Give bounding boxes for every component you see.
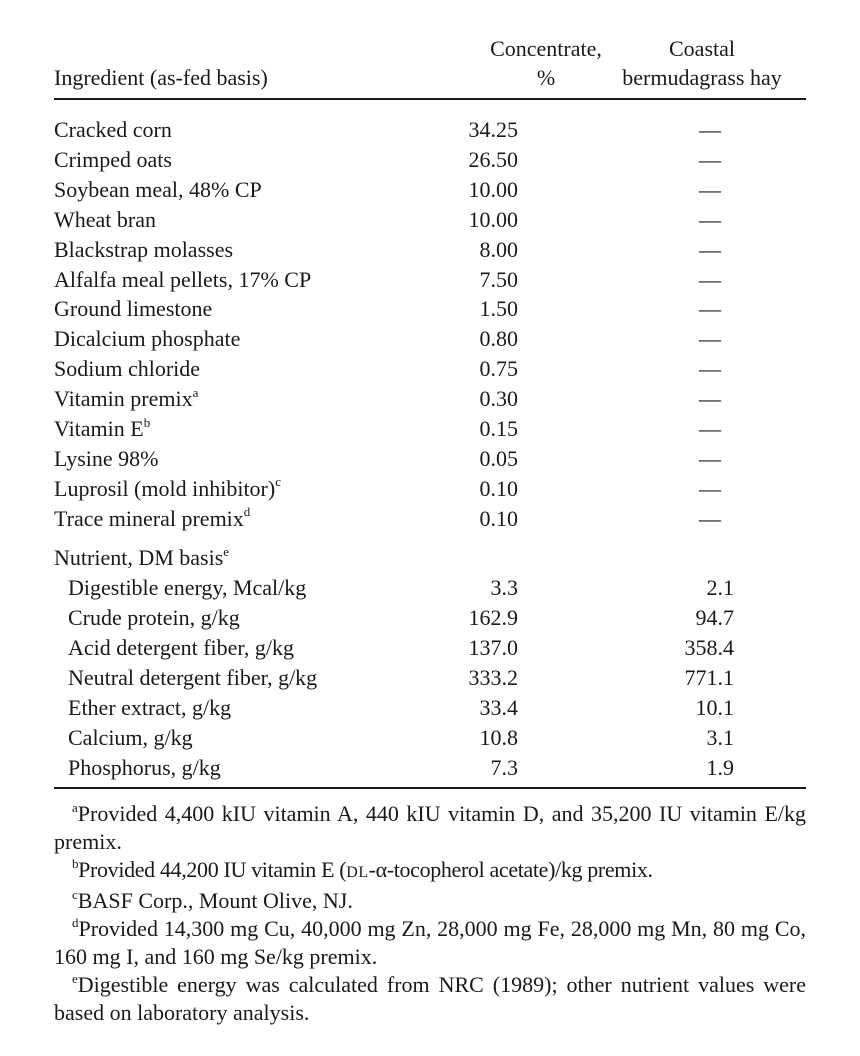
nutrient-label: Digestible energy, Mcal/kg	[68, 575, 307, 600]
concentrate-value: 26.50	[468, 146, 518, 172]
concentrate-value: 0.05	[479, 445, 518, 471]
hay-value: 3.1	[706, 725, 734, 750]
hay-value: 771.1	[684, 665, 734, 690]
nutrient-label: Phosphorus, g/kg	[68, 755, 221, 780]
nutrient-label: Crude protein, g/kg	[68, 605, 240, 630]
concentrate-value: 0.75	[479, 356, 518, 382]
nutrient-label: Neutral detergent fiber, g/kg	[68, 665, 318, 690]
ingredient-label: Sodium chloride	[54, 356, 201, 382]
nutrient-row	[54, 753, 806, 783]
ingredient-label: Alfalfa meal pellets, 17% CP	[54, 266, 312, 292]
ingredient-label: Vitamin premix	[54, 386, 193, 412]
nutrient-row	[54, 573, 806, 603]
footnote-mark: a	[192, 384, 199, 400]
ingredient-label: Cracked corn	[54, 117, 172, 142]
ingredient-label: Dicalcium phosphate	[54, 326, 241, 352]
nutrient-row	[54, 723, 806, 753]
footnote-a: $^a$Provided 4,400 kIU vitamin A, 440 kIU vitamin D, and 35,200 IU vitamin E/kg premix.	[54, 799, 806, 854]
nutrient-row	[54, 633, 806, 663]
hay-value: 358.4	[684, 635, 734, 660]
ingredient-row	[54, 175, 806, 205]
hay-value: —	[699, 416, 721, 441]
ingredient-label: Ground limestone	[54, 296, 213, 322]
ingredient-label: Luprosil (mold inhibitor)	[54, 475, 276, 501]
header-hay	[598, 34, 806, 92]
concentrate-value: 34.25	[468, 117, 518, 142]
hay-value: 1.9	[706, 755, 734, 780]
bottom-rule	[54, 787, 806, 789]
header-ingredient: Ingredient (as-fed basis)	[54, 65, 268, 90]
concentrate-value: 162.9	[468, 605, 518, 630]
ingredient-row	[54, 235, 806, 265]
concentrate-value: 10.00	[468, 206, 518, 232]
concentrate-value: 137.0	[468, 635, 518, 660]
ingredient-row	[54, 444, 806, 474]
concentrate-value: 0.30	[479, 386, 518, 412]
hay-value: —	[699, 445, 721, 471]
nutrient-row	[54, 663, 806, 693]
ingredient-label: Crimped oats	[54, 146, 172, 172]
hay-value: —	[699, 296, 721, 322]
header-rule	[54, 98, 806, 100]
nutrient-label: Acid detergent fiber, g/kg	[68, 635, 294, 660]
concentrate-value: 0.80	[479, 326, 518, 352]
concentrate-value: 0.10	[479, 475, 518, 501]
ingredient-row	[54, 354, 806, 384]
hay-value: —	[699, 146, 721, 172]
footnote-b: $^b$Provided 44,200 IU vitamin E (DL-α-tocopherol acetate)/kg premix.	[72, 855, 653, 882]
footnote-d: $^d$Provided 14,300 mg Cu, 40,000 mg Zn, 28,000 mg Fe, 28,000 mg Mn, 80 mg Co, 160 mg I, and 160 mg Se/kg premix.	[54, 914, 806, 969]
ingredient-row	[54, 324, 806, 354]
footnote-mark: b	[143, 414, 151, 430]
concentrate-value: 8.00	[479, 236, 518, 262]
hay-value: 10.1	[695, 695, 734, 720]
ingredient-row	[54, 205, 806, 235]
ingredient-row	[54, 414, 806, 444]
concentrate-value: 0.10	[479, 505, 518, 531]
hay-value: —	[699, 475, 721, 501]
nutrient-section-header	[54, 543, 806, 573]
hay-value: —	[699, 386, 721, 412]
concentrate-value: 7.50	[479, 266, 518, 292]
ingredient-label: Trace mineral premix	[54, 505, 244, 531]
ingredient-row	[54, 384, 806, 414]
ingredient-label: Lysine 98%	[54, 445, 159, 471]
footnote-mark: d	[243, 504, 251, 520]
concentrate-value: 33.4	[479, 695, 518, 720]
ingredient-label: Wheat bran	[54, 206, 156, 232]
header-concentrate-line2: %	[536, 65, 556, 90]
hay-value: —	[699, 206, 721, 232]
ingredient-label: Blackstrap molasses	[54, 236, 234, 262]
hay-value: —	[699, 117, 721, 142]
footnote-e: $^e$Digestible energy was calculated from NRC (1989); other nutrient values were based on laboratory analysis.	[54, 970, 806, 1025]
ingredient-row	[54, 294, 806, 324]
header-hay-line1: Coastal	[669, 36, 735, 61]
concentrate-value: 333.2	[468, 665, 518, 690]
ingredient-label: Vitamin E	[54, 416, 144, 441]
hay-value: —	[699, 176, 721, 202]
hay-value: —	[699, 326, 721, 352]
table-header	[54, 34, 806, 96]
concentrate-value: 7.3	[490, 755, 518, 780]
footnote-mark: c	[275, 474, 281, 490]
hay-value: —	[699, 505, 721, 531]
hay-value: —	[699, 356, 721, 382]
footnote-mark: e	[223, 543, 230, 559]
ingredient-row	[54, 115, 806, 145]
nutrient-row	[54, 603, 806, 633]
ingredient-row	[54, 504, 806, 534]
footnotes	[54, 800, 806, 1027]
hay-value: —	[699, 266, 721, 292]
header-hay-line2: bermudagrass hay	[622, 65, 782, 90]
hay-value: —	[699, 236, 721, 262]
concentrate-value: 3.3	[490, 575, 518, 600]
ingredient-row	[54, 265, 806, 295]
ingredient-label: Soybean meal, 48% CP	[54, 176, 262, 202]
concentrate-value: 10.8	[479, 725, 518, 750]
ingredient-row	[54, 474, 806, 504]
concentrate-value: 1.50	[479, 296, 518, 322]
header-concentrate-line1: Concentrate,	[490, 36, 602, 61]
concentrate-value: 0.15	[479, 416, 518, 441]
hay-value: 2.1	[706, 575, 734, 600]
nutrient-label: Calcium, g/kg	[68, 725, 193, 750]
ingredient-row	[54, 145, 806, 175]
nutrient-row	[54, 693, 806, 723]
nutrient-label: Ether extract, g/kg	[68, 695, 232, 720]
nutrient-section-label: Nutrient, DM basis	[54, 545, 224, 570]
footnote-c: $^c$BASF Corp., Mount Olive, NJ.	[72, 886, 353, 913]
hay-value: 94.7	[695, 605, 734, 630]
concentrate-value: 10.00	[468, 176, 518, 202]
